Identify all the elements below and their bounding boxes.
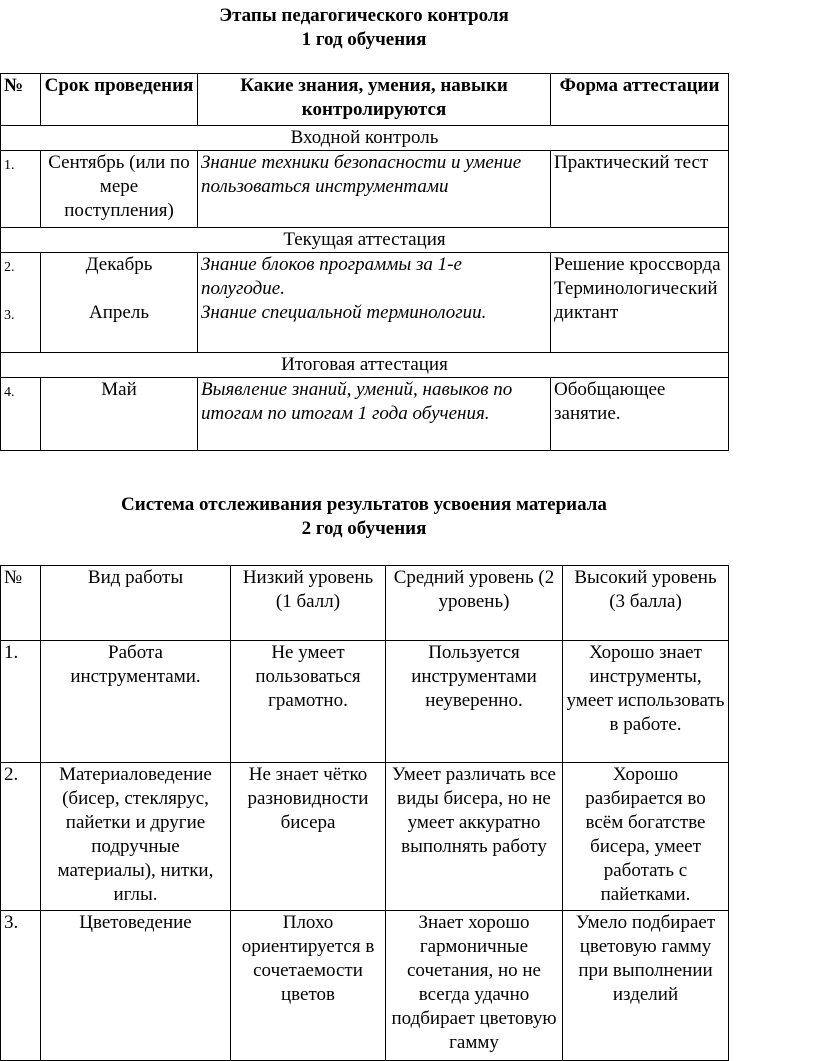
- row-low: Не знает чётко разновидности бисера: [231, 763, 386, 911]
- row-period: Декабрь: [85, 254, 153, 275]
- row-skills: Знание блоков программы за 1-е полугодие.: [201, 254, 462, 299]
- table1-subtitle: 1 год обучения: [301, 29, 427, 50]
- row-skills: Знание специальной терминологии.: [201, 302, 487, 323]
- row-work-type: Работа инструментами.: [41, 641, 231, 763]
- table2-subtitle: 2 год обучения: [301, 518, 427, 539]
- table2-title: Система отслеживания результатов усвоения материала: [121, 494, 607, 515]
- row-num: 2.: [4, 260, 15, 275]
- row-low: Плохо ориентируется в сочетаемости цветов: [231, 911, 386, 1061]
- header-num: №: [1, 566, 41, 641]
- row-skills: Знание техники безопасности и умение пользоваться инструментами: [198, 151, 551, 228]
- row-period: Май: [41, 378, 198, 451]
- header-form: Форма аттестации: [551, 74, 729, 126]
- row-period: Сентябрь (или по мере поступления): [41, 151, 198, 228]
- header-work-type: Вид работы: [41, 566, 231, 641]
- header-num: №: [1, 74, 41, 126]
- header-high-level: Высокий уровень (3 балла): [563, 566, 729, 641]
- table1-title: Этапы педагогического контроля: [219, 5, 509, 26]
- row-form: Практический тест: [551, 151, 729, 228]
- row-work-type: Цветоведение: [41, 911, 231, 1061]
- row-num: 3.: [1, 911, 41, 1061]
- results-tracking-table: [0, 565, 729, 1061]
- row-num: 2.: [1, 763, 41, 911]
- row-num: 3.: [4, 308, 15, 323]
- row-mid: Умеет различать все виды бисера, но не умеет аккуратно выполнять работу: [386, 763, 563, 911]
- row-num: 4.: [1, 378, 41, 451]
- row-high: Хорошо разбирается во всём богатстве бисера, умеет работать с пайетками.: [563, 763, 729, 911]
- section-label: Входной контроль: [1, 126, 729, 151]
- row-num: 1.: [1, 641, 41, 763]
- row-num: 1.: [1, 151, 41, 228]
- header-period: Срок проведения: [41, 74, 198, 126]
- header-low-level: Низкий уровень (1 балл): [231, 566, 386, 641]
- section-label: Итоговая аттестация: [1, 353, 729, 378]
- row-form: Решение кроссворда: [554, 254, 721, 275]
- row-mid: Пользуется инструментами неуверенно.: [386, 641, 563, 763]
- section-label: Текущая аттестация: [1, 228, 729, 253]
- row-low: Не умеет пользоваться грамотно.: [231, 641, 386, 763]
- row-form: Обобщающее занятие.: [551, 378, 729, 451]
- row-mid: Знает хорошо гармоничные сочетания, но не всегда удачно подбирает цветовую гамму: [386, 911, 563, 1061]
- row-period: Апрель: [89, 302, 149, 323]
- row-high: Умело подбирает цветовую гамму при выполнении изделий: [563, 911, 729, 1061]
- row-work-type: Материаловедение (бисер, стеклярус, пайетки и другие подручные материалы), нитки, иглы.: [41, 763, 231, 911]
- header-skills: Какие знания, умения, навыки контролируются: [198, 74, 551, 126]
- header-mid-level: Средний уровень (2 уровень): [386, 566, 563, 641]
- row-form: Терминологический диктант: [554, 278, 718, 323]
- row-skills: Выявление знаний, умений, навыков по итогам по итогам 1 года обучения.: [198, 378, 551, 451]
- control-stages-table: [0, 73, 729, 451]
- row-high: Хорошо знает инструменты, умеет использовать в работе.: [563, 641, 729, 763]
